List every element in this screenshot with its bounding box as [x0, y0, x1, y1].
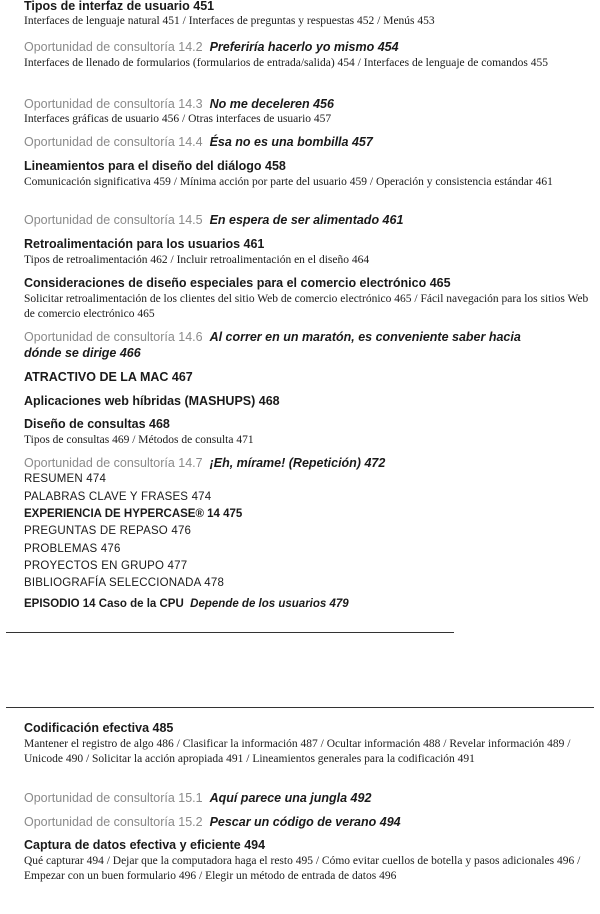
toc-subentries: Tipos de retroalimentación 462 / Incluir retroalimentación en el diseño 464 — [24, 254, 370, 266]
episode-label: EPISODIO 14 Caso de la CPU — [24, 598, 184, 610]
toc-section: RESUMEN 474 — [24, 473, 107, 485]
consulting-label: Oportunidad de consultoría 15.2 — [24, 815, 203, 829]
toc-heading: Lineamientos para el diseño del diálogo 458 — [24, 159, 286, 173]
consulting-label: Oportunidad de consultoría 14.7 — [24, 456, 203, 470]
consulting-opportunity — [24, 40, 592, 55]
toc-heading: EXPERIENCIA DE HYPERCASE® 14 475 — [24, 508, 243, 520]
chapter-rule — [6, 707, 594, 708]
consulting-label: Oportunidad de consultoría 14.2 — [24, 40, 203, 54]
toc-heading: Codificación efectiva 485 — [24, 721, 174, 735]
chapter-heading — [6, 690, 567, 704]
consulting-opportunity — [24, 815, 592, 830]
toc-subentries: Interfaces de lenguaje natural 451 / Interfaces de preguntas y respuestas 452 / Menús 453 — [24, 15, 435, 27]
toc-section: PREGUNTAS DE REPASO 476 — [24, 525, 192, 537]
toc-section: PROYECTOS EN GRUPO 477 — [24, 560, 188, 572]
toc-heading: Tipos de interfaz de usuario 451 — [24, 0, 215, 13]
toc-heading: Aplicaciones web híbridas (MASHUPS) 468 — [24, 394, 280, 408]
toc-heading: Consideraciones de diseño especiales para el comercio electrónico 465 — [24, 276, 451, 290]
consulting-label: Oportunidad de consultoría 14.3 — [24, 97, 203, 111]
consulting-label: Oportunidad de consultoría 15.1 — [24, 791, 203, 805]
consulting-title: Ésa no es una bombilla 457 — [209, 135, 373, 149]
consulting-title-continued — [24, 346, 592, 361]
toc-section: PALABRAS CLAVE Y FRASES 474 — [24, 491, 212, 503]
toc-heading: Retroalimentación para los usuarios 461 — [24, 237, 265, 251]
consulting-label: Oportunidad de consultoría 14.4 — [24, 135, 203, 149]
toc-section: PROBLEMAS 476 — [24, 543, 121, 555]
consulting-title: Pescar un código de verano 494 — [209, 815, 401, 829]
toc-heading: Diseño de consultas 468 — [24, 417, 170, 431]
toc-subentries: Qué capturar 494 / Dejar que la computadora haga el resto 495 / Cómo evitar cuellos de botella y pasos adicionales 496 / Empezar con un buen formulario 496 / Elegir un método de entrada de datos 496 — [24, 855, 581, 882]
consulting-title: dónde se dirige 466 — [24, 346, 141, 360]
episode-entry — [24, 598, 592, 610]
consulting-opportunity — [24, 330, 592, 345]
episode-title: Depende de los usuarios 479 — [190, 598, 349, 610]
consulting-opportunity — [24, 456, 592, 471]
consulting-label: Oportunidad de consultoría 14.6 — [24, 330, 203, 344]
consulting-title: Al correr en un maratón, es conveniente saber hacia — [209, 330, 521, 344]
consulting-title: No me deceleren 456 — [209, 97, 334, 111]
consulting-opportunity — [24, 213, 592, 228]
part-heading — [6, 650, 555, 668]
toc-subentries: Interfaces gráficas de usuario 456 / Otras interfaces de usuario 457 — [24, 113, 332, 125]
consulting-opportunity — [24, 791, 592, 806]
toc-subentries: Mantener el registro de algo 486 / Clasificar la información 487 / Ocultar información 488 / Revelar información 489 / Unicode 490 / Solicitar la acción apropiada 491 / Lineamientos generales para la codificación 491 — [24, 738, 571, 765]
toc-subentries: Comunicación significativa 459 / Mínima acción por parte del usuario 459 / Operación y consistencia estándar 461 — [24, 176, 553, 188]
consulting-title: En espera de ser alimentado 461 — [209, 213, 404, 227]
consulting-opportunity — [24, 135, 592, 150]
toc-heading: ATRACTIVO DE LA MAC 467 — [24, 370, 193, 384]
toc-subentries: Solicitar retroalimentación de los clientes del sitio Web de comercio electrónico 465 / Fácil navegación para los sitios Web de comercio electrónico 465 — [24, 293, 589, 320]
consulting-opportunity — [24, 97, 592, 112]
toc-subentries: Interfaces de llenado de formularios (formularios de entrada/salida) 454 / Interfaces de lenguaje de comandos 455 — [24, 57, 548, 69]
toc-subentries: Tipos de consultas 469 / Métodos de consulta 471 — [24, 434, 254, 446]
consulting-title: ¡Eh, mírame! (Repetición) 472 — [209, 456, 386, 470]
consulting-title: Preferiría hacerlo yo mismo 454 — [209, 40, 399, 54]
part-rule — [6, 632, 454, 633]
toc-heading: Captura de datos efectiva y eficiente 494 — [24, 838, 266, 852]
toc-section: BIBLIOGRAFÍA SELECCIONADA 478 — [24, 577, 225, 589]
consulting-label: Oportunidad de consultoría 14.5 — [24, 213, 203, 227]
consulting-title: Aquí parece una jungla 492 — [209, 791, 372, 805]
